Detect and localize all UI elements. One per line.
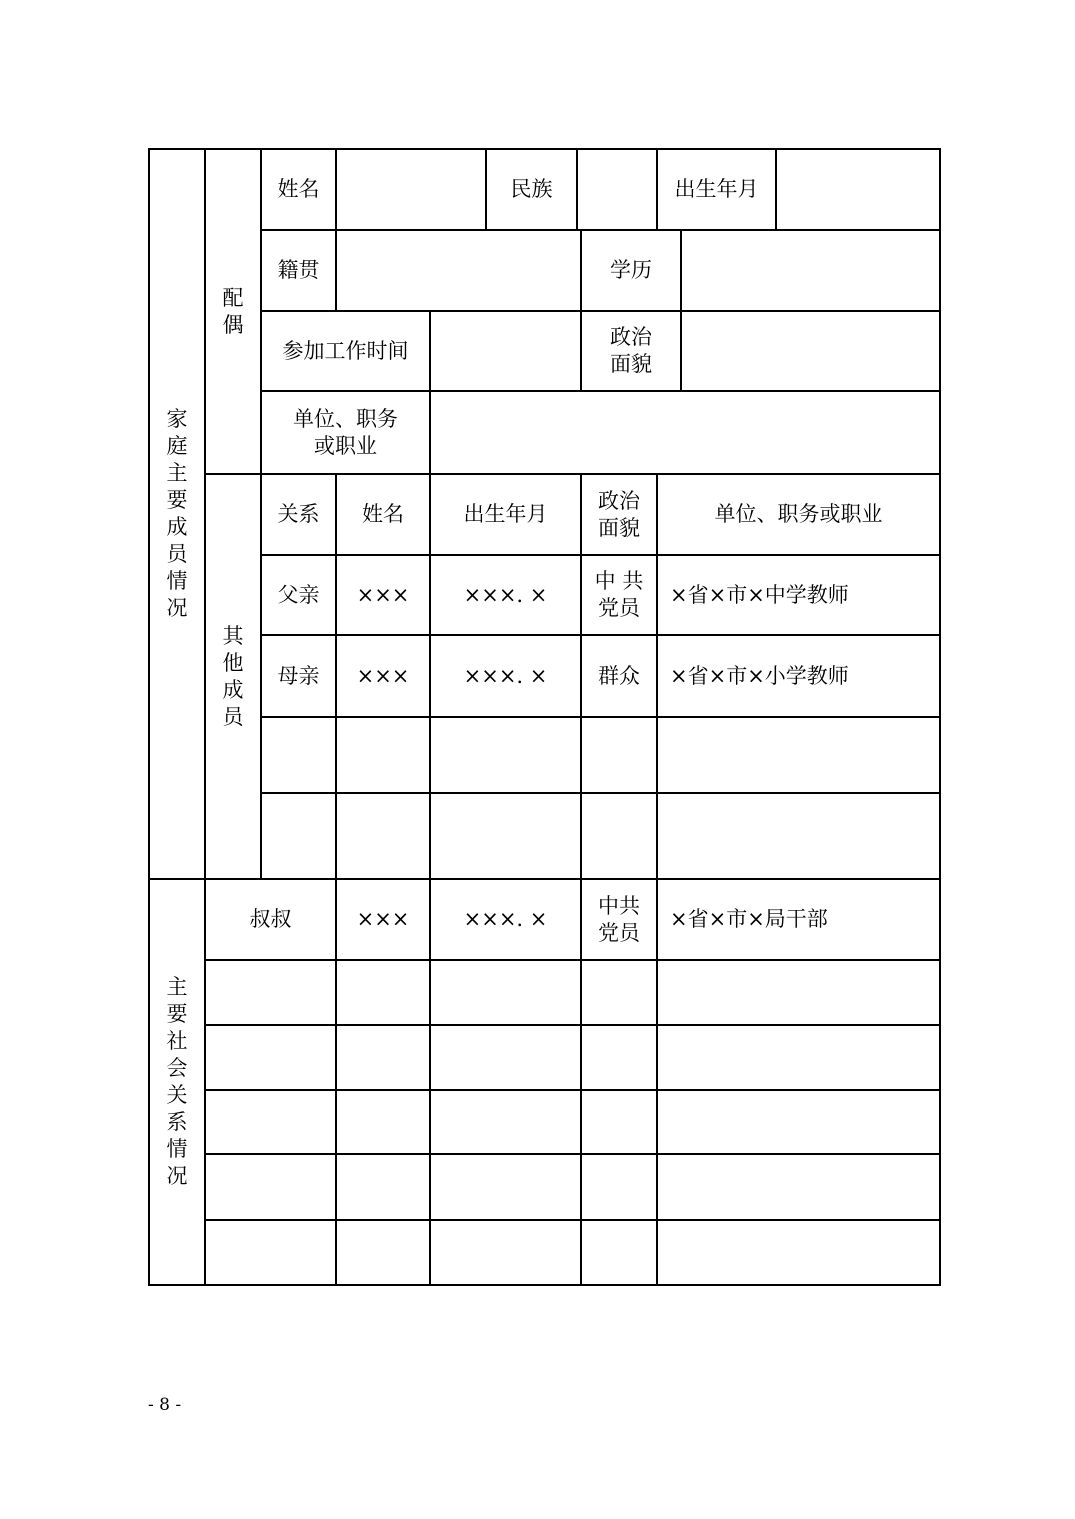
spouse-work-start-field[interactable]: [430, 311, 581, 391]
social-political-cell[interactable]: [581, 1025, 657, 1090]
others-relation-cell[interactable]: [261, 717, 336, 793]
spouse-employer-label-text: 单位、职务或职业: [293, 406, 398, 458]
social-birth-cell[interactable]: [430, 1220, 581, 1285]
social-birth-cell[interactable]: [430, 960, 581, 1025]
others-employer-cell[interactable]: ×省×市×中学教师: [657, 555, 940, 635]
others-row: [149, 635, 940, 717]
others-political-cell[interactable]: 中 共 党员: [581, 555, 657, 635]
social-birth-cell[interactable]: [430, 1025, 581, 1090]
others-relation-cell[interactable]: [261, 793, 336, 879]
social-row: [149, 1090, 940, 1154]
others-birth-cell[interactable]: ×××. ×: [430, 555, 581, 635]
spouse-political-label: [581, 311, 681, 391]
social-name-cell[interactable]: [336, 1154, 430, 1220]
page-number: - 8 -: [148, 1395, 182, 1415]
others-header-row: [149, 474, 940, 555]
spouse-name-label: 姓名: [261, 149, 336, 230]
spouse-native-place-field[interactable]: [336, 230, 581, 311]
others-header-political-text: 政治面貌: [598, 488, 640, 540]
spouse-row-work: [149, 311, 940, 391]
social-row: [149, 879, 940, 960]
spouse-political-label-text: 政治面貌: [610, 325, 652, 376]
spouse-name-field[interactable]: [336, 149, 486, 230]
social-employer-cell[interactable]: [657, 1154, 940, 1220]
spouse-education-field[interactable]: [681, 230, 940, 311]
social-political-cell[interactable]: [581, 1090, 657, 1154]
others-header-birth: 出生年月: [430, 474, 581, 555]
social-name-cell[interactable]: [336, 960, 430, 1025]
spouse-birth-label: [657, 149, 776, 230]
spouse-row-origin: [149, 230, 940, 311]
spouse-ethnicity-label: 民族: [486, 149, 577, 230]
others-row: [149, 555, 940, 635]
family-section-label-text: 家庭主要成员情况: [166, 407, 188, 620]
social-name-cell[interactable]: ×××: [336, 879, 430, 960]
family-relations-form: [148, 148, 941, 1286]
social-row: [149, 1025, 940, 1090]
social-political-cell[interactable]: [581, 1220, 657, 1285]
social-row: [149, 1220, 940, 1285]
social-employer-cell[interactable]: [657, 1220, 940, 1285]
social-section-label: [149, 879, 205, 1285]
others-birth-cell[interactable]: [430, 793, 581, 879]
social-relation-cell[interactable]: [205, 1090, 336, 1154]
spouse-group-label-text: 配偶: [222, 285, 244, 337]
spouse-row-name: [149, 149, 940, 230]
social-name-cell[interactable]: [336, 1025, 430, 1090]
others-name-cell[interactable]: ×××: [336, 635, 430, 717]
spouse-birth-label-text: 出生年月: [674, 177, 759, 201]
others-employer-cell[interactable]: ×省×市×小学教师: [657, 635, 940, 717]
others-row: [149, 793, 940, 879]
social-political-cell[interactable]: 中共 党员: [581, 879, 657, 960]
others-employer-cell[interactable]: [657, 717, 940, 793]
spouse-employer-field[interactable]: [430, 391, 940, 474]
others-relation-cell[interactable]: 父亲: [261, 555, 336, 635]
others-political-cell[interactable]: 群众: [581, 635, 657, 717]
others-political-cell[interactable]: [581, 717, 657, 793]
others-employer-cell[interactable]: [657, 793, 940, 879]
social-political-cell[interactable]: [581, 960, 657, 1025]
others-header-name: 姓名: [336, 474, 430, 555]
others-birth-cell[interactable]: ×××. ×: [430, 635, 581, 717]
social-name-cell[interactable]: [336, 1090, 430, 1154]
social-relation-cell[interactable]: [205, 1154, 336, 1220]
social-birth-cell[interactable]: [430, 1090, 581, 1154]
spouse-row-employer: [149, 391, 940, 474]
others-birth-cell[interactable]: [430, 717, 581, 793]
social-relation-cell[interactable]: [205, 960, 336, 1025]
social-row: [149, 960, 940, 1025]
others-header-political: [581, 474, 657, 555]
social-political-cell[interactable]: [581, 1154, 657, 1220]
social-birth-cell[interactable]: [430, 1154, 581, 1220]
others-name-cell[interactable]: ×××: [336, 555, 430, 635]
social-employer-cell[interactable]: [657, 960, 940, 1025]
others-political-cell[interactable]: [581, 793, 657, 879]
others-header-employer: 单位、职务或职业: [657, 474, 940, 555]
social-birth-cell[interactable]: ×××. ×: [430, 879, 581, 960]
others-name-cell[interactable]: [336, 717, 430, 793]
social-relation-cell[interactable]: 叔叔: [205, 879, 336, 960]
others-group-label: [205, 474, 261, 879]
social-section-label-text: 主要社会关系情况: [166, 975, 188, 1188]
spouse-birth-field[interactable]: [776, 149, 940, 230]
others-name-cell[interactable]: [336, 793, 430, 879]
spouse-native-place-label: 籍贯: [261, 230, 336, 311]
social-relation-cell[interactable]: [205, 1220, 336, 1285]
family-section-label: [149, 149, 205, 879]
social-employer-cell[interactable]: [657, 1090, 940, 1154]
social-row: [149, 1154, 940, 1220]
spouse-education-label: 学历: [581, 230, 681, 311]
spouse-ethnicity-field[interactable]: [577, 149, 657, 230]
spouse-group-label: [205, 149, 261, 474]
others-group-label-text: 其他成员: [222, 623, 244, 729]
social-employer-cell[interactable]: [657, 1025, 940, 1090]
spouse-employer-label: [261, 391, 430, 474]
social-name-cell[interactable]: [336, 1220, 430, 1285]
others-relation-cell[interactable]: 母亲: [261, 635, 336, 717]
social-relation-cell[interactable]: [205, 1025, 336, 1090]
social-employer-cell[interactable]: ×省×市×局干部: [657, 879, 940, 960]
others-header-relation: 关系: [261, 474, 336, 555]
others-row: [149, 717, 940, 793]
spouse-work-start-label: 参加工作时间: [261, 311, 430, 391]
spouse-political-field[interactable]: [681, 311, 940, 391]
